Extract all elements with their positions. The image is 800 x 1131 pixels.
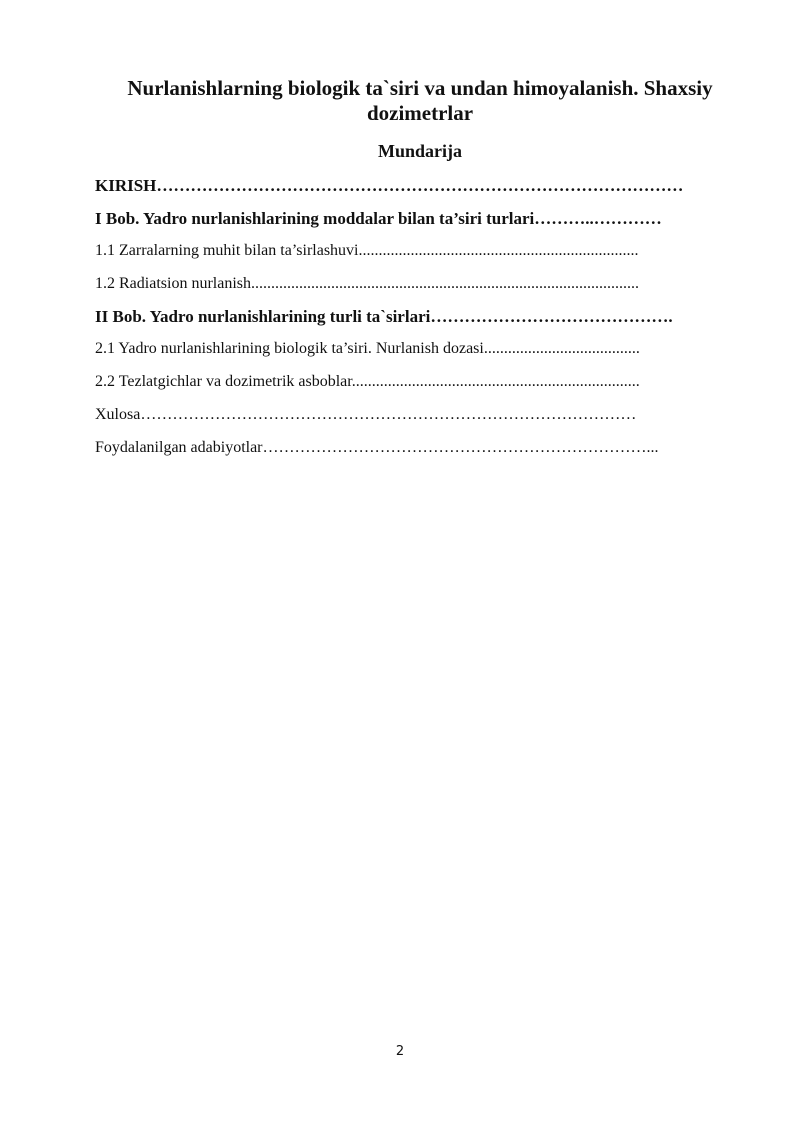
toc-entry bbox=[95, 172, 740, 205]
table-of-contents bbox=[95, 172, 740, 466]
toc-entry bbox=[95, 434, 740, 467]
toc-entry bbox=[95, 205, 740, 238]
toc-entry-text: I Bob. Yadro nurlanishlarining moddalar bilan ta’siri turlari………..………… bbox=[95, 208, 662, 228]
toc-entry-text: 2.2 Tezlatgichlar va dozimetrik asboblar........................................................................ bbox=[95, 373, 640, 391]
toc-entry bbox=[95, 237, 740, 270]
toc-entry bbox=[95, 335, 740, 368]
toc-entry-text: KIRISH………………………………………………………………………………… bbox=[95, 176, 684, 195]
toc-entry bbox=[95, 401, 740, 434]
toc-entry-text: 1.2 Radiatsion nurlanish................................................................................................. bbox=[95, 275, 639, 293]
toc-entry-text: 1.1 Zarralarning muhit bilan ta’sirlashuvi...................................................................... bbox=[95, 242, 639, 260]
toc-entry bbox=[95, 270, 740, 303]
toc-entry-text: Xulosa………………………………………………………………………………… bbox=[95, 405, 637, 423]
document-title: Nurlanishlarning biologik ta`siri va undan himoyalanish. Shaxsiy dozimetrlar bbox=[127, 76, 713, 125]
toc-entry bbox=[95, 303, 740, 336]
toc-entry-text: Foydalanilgan adabiyotlar………………………………………………………………... bbox=[95, 438, 659, 456]
toc-entry bbox=[95, 368, 740, 401]
page-number: 2 bbox=[395, 1044, 405, 1059]
contents-heading: Mundarija bbox=[377, 141, 462, 161]
toc-entry-text: 2.1 Yadro nurlanishlarining biologik ta’siri. Nurlanish dozasi....................................... bbox=[95, 340, 640, 358]
toc-entry-text: II Bob. Yadro nurlanishlarining turli ta`sirlari……………………………………. bbox=[95, 306, 673, 326]
